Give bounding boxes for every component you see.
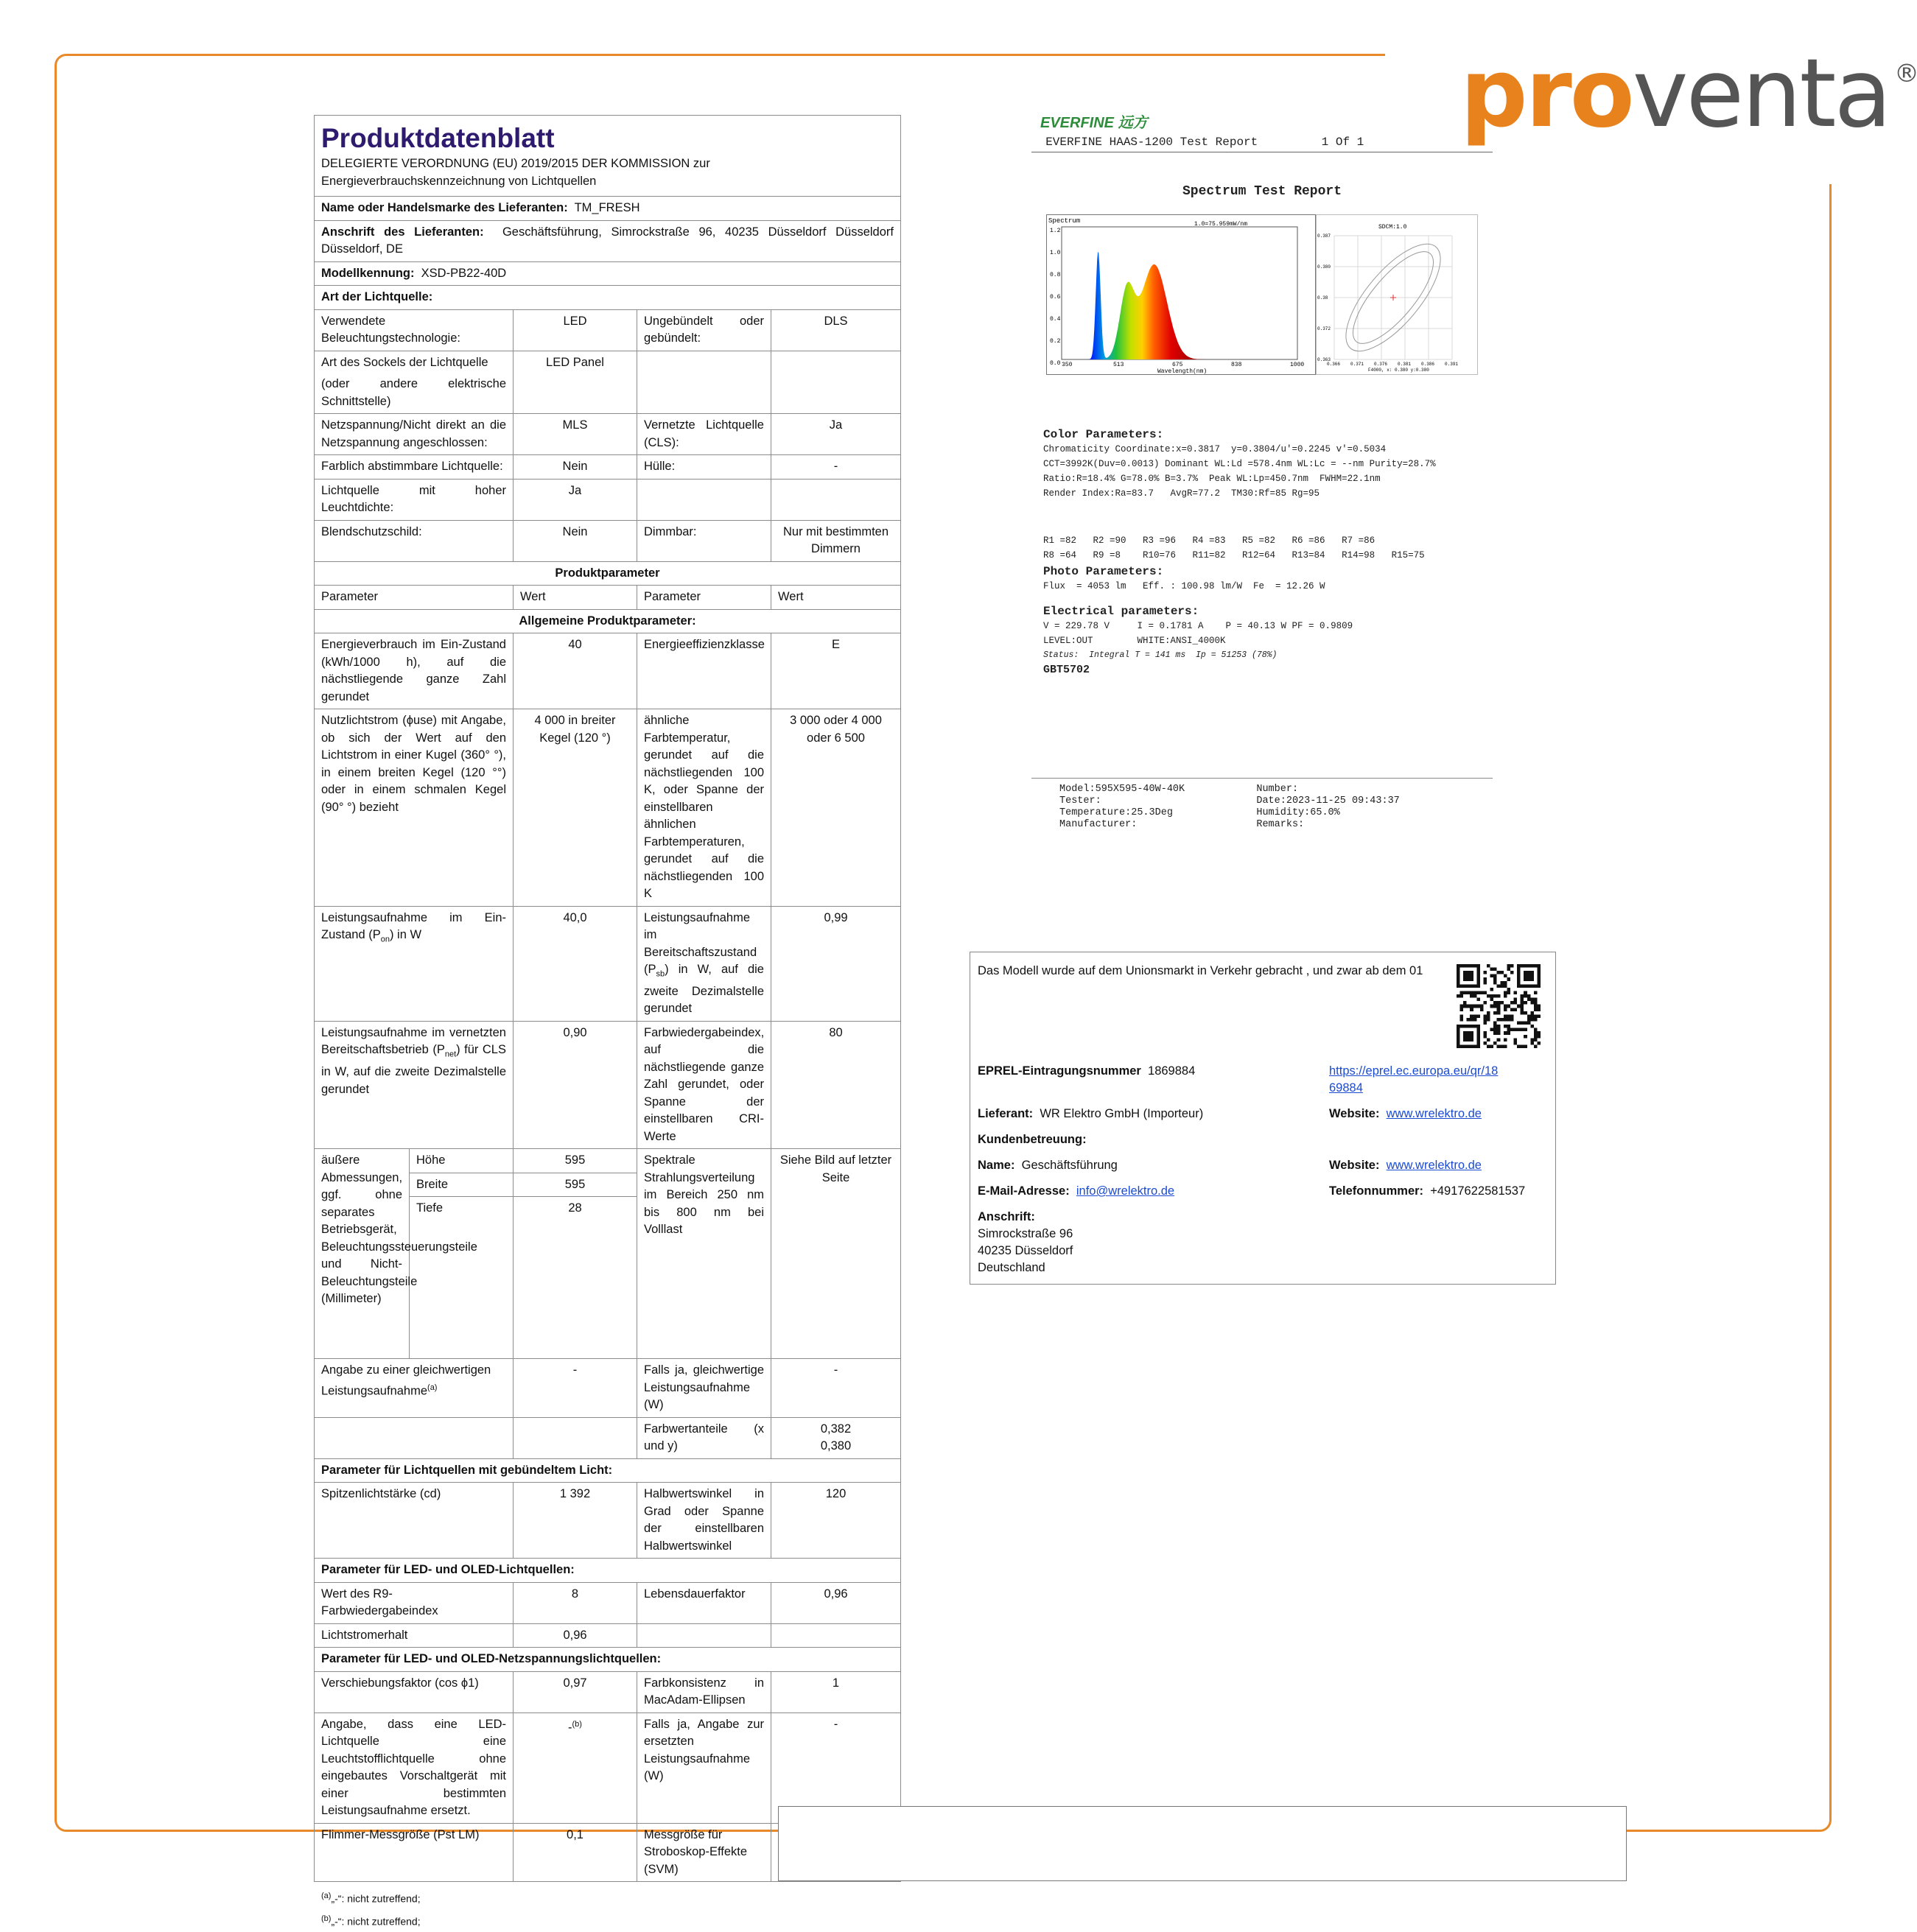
standard-label: GBT5702 [1043, 664, 1090, 676]
website-link[interactable]: www.wrelektro.de [1386, 1107, 1482, 1120]
cell-value: Ja [514, 479, 637, 520]
report-divider [1031, 778, 1493, 779]
website-info-2 [1329, 1157, 1482, 1174]
table-row [315, 1582, 901, 1623]
address-label: Anschrift: [978, 1210, 1035, 1223]
table-row [315, 709, 901, 907]
y-tick-label: 1.0 [1050, 250, 1061, 256]
website-label: Website: [1329, 1107, 1380, 1120]
text-part: Angabe zu einer gleichwertigen Leistungsaufnahme [321, 1363, 491, 1398]
cie-y-ticks [1317, 233, 1331, 362]
y-tick-label: 0.8 [1050, 272, 1061, 278]
cell-value: 4 000 in breiter Kegel (120 °) [514, 709, 637, 907]
table-row [315, 1483, 901, 1559]
table-row [315, 633, 901, 709]
cell-param: Spektrale Strahlungsverteilung im Bereich 250 nm bis 800 nm bei Volllast [637, 1149, 771, 1359]
y-tick-label: 0.0 [1050, 360, 1061, 367]
cell-param [315, 1021, 514, 1149]
dim-height-value: 595 [514, 1149, 637, 1173]
cell-param [637, 906, 771, 1021]
postal-address [978, 1209, 1073, 1276]
qr-code [1457, 964, 1541, 1048]
eprel-registration [978, 1063, 1195, 1080]
supplier-label: Name oder Handelsmarke des Lieferanten: [321, 201, 568, 214]
text-part: ) für CLS in W, auf die zweite Dezimalstelle gerundet [321, 1043, 506, 1096]
cie-y-tick-label: 0.363 [1317, 357, 1331, 362]
x-tick-label: 513 [1113, 362, 1124, 368]
email-link[interactable]: info@wrelektro.de [1076, 1184, 1175, 1198]
column-header: Wert [514, 586, 637, 610]
cell-param: Hülle: [637, 455, 771, 480]
cell-value: LED [514, 309, 637, 351]
cie-y-tick-label: 0.380 [1317, 264, 1331, 270]
cell-value [771, 1417, 901, 1458]
cie-x-tick-label: 0.371 [1350, 362, 1364, 367]
cie-x-tick-label: 0.391 [1445, 362, 1459, 367]
cell-param: Farbwertanteile (x und y) [637, 1417, 771, 1458]
text-part: Leistungsaufnahme im vernetzten Bereitschaftsbetrieb (P [321, 1025, 506, 1057]
spectrum-label: Spectrum [1048, 217, 1081, 225]
spectrum-svg [1047, 215, 1315, 374]
address-line: Deutschland [978, 1261, 1045, 1274]
cell-param: Verwendete Beleuchtungstechnologie: [315, 309, 514, 351]
y-tick-label: 0.6 [1050, 294, 1061, 301]
sdcm-label: SDCM:1.0 [1378, 224, 1407, 231]
proventa-logo [1460, 39, 1917, 149]
dimensions-label: äußere Abmessungen, ggf. ohne separates Betriebsgerät, Beleuchtungssteuerungsteile und Nicht-Beleuchtungsteile (Millimeter) [315, 1149, 410, 1359]
eprel-link[interactable] [1329, 1063, 1498, 1097]
status-line: Status: Integral T = 141 ms Ip = 51253 (78%) [1043, 650, 1278, 660]
cell-value: E [771, 633, 901, 709]
sheet-subtitle: DELEGIERTE VERORDNUNG (EU) 2019/2015 DER KOMMISSION zur Energieverbrauchskennzeichnung von Lichtquellen [321, 157, 710, 188]
dim-width-label: Breite [410, 1173, 514, 1197]
phone-label: Telefonnummer: [1329, 1184, 1424, 1198]
subscript: sb [656, 969, 665, 979]
x-tick-label: 350 [1062, 362, 1073, 368]
spectrum-xlabel: Wavelength(nm) [1157, 368, 1208, 375]
sheet-title: Produktdatenblatt [321, 123, 555, 153]
cell-param: ähnliche Farbtemperatur, gerundet auf die nächstliegenden 100 K, oder Spanne der einstellbaren ähnlichen Farbtemperaturen, gerundet auf die nächstliegenden 100 K [637, 709, 771, 907]
cell-param: Blendschutzschild: [315, 520, 514, 561]
cie-x-ticks [1327, 362, 1458, 367]
socket-note: (oder andere elektrische Schnittstelle) [321, 377, 506, 408]
name-label: Name: [978, 1159, 1015, 1172]
electrical-params-heading: Electrical parameters: [1043, 605, 1199, 618]
table-row [315, 906, 901, 1021]
cie-x-tick-label: 0.386 [1421, 362, 1435, 367]
name-value: Geschäftsführung [1021, 1159, 1118, 1172]
address-line: 40235 Düsseldorf [978, 1244, 1073, 1257]
y-tick-label: 0.4 [1050, 316, 1061, 323]
cell-param: Falls ja, gleichwertige Leistungsaufnahme (W) [637, 1359, 771, 1418]
eprel-link-part1[interactable]: https://eprel.ec.europa.eu/qr/18 [1329, 1064, 1499, 1078]
address-value: Geschäftsführung, Simrockstraße 96, 40235 Düsseldorf Düsseldorf Düsseldorf, DE [321, 225, 894, 256]
table-row [315, 1623, 901, 1648]
cell-param: Farblich abstimmbare Lichtquelle: [315, 455, 514, 480]
cell-value: 1 392 [514, 1483, 637, 1559]
model-value: XSD-PB22-40D [421, 266, 507, 280]
support-label: Kundenbetreuung: [978, 1133, 1087, 1146]
cell-param [315, 906, 514, 1021]
color-param-line: Chromaticity Coordinate:x=0.3817 y=0.3804/u'=0.2245 v'=0.5034 [1043, 444, 1387, 454]
color-param-line: Render Index:Ra=83.7 AvgR=77.2 TM30:Rf=85 Rg=95 [1043, 488, 1320, 499]
cell-value: 0,90 [514, 1021, 637, 1149]
cell-param: Wert des R9-Farbwiedergabeindex [315, 1582, 514, 1623]
cell-value: Nein [514, 520, 637, 561]
cie-x-tick-label: 0.381 [1398, 362, 1412, 367]
color-param-line: Ratio:R=18.4% G=78.0% B=3.7% Peak WL:Lp=450.7nm FWHM=22.1nm [1043, 474, 1381, 484]
x-tick-label: 675 [1172, 362, 1183, 368]
table-row [315, 1417, 901, 1458]
cell-param: Messgröße für Stroboskop-Effekte (SVM) [637, 1823, 771, 1882]
cell-param: Lichtquelle mit hoher Leuchtdichte: [315, 479, 514, 520]
data-sheet-table [314, 115, 901, 1882]
logo-pro: pro [1460, 39, 1633, 149]
cell-empty [771, 479, 901, 520]
cell-value: DLS [771, 309, 901, 351]
cell-value: Ja [771, 414, 901, 455]
cell-value: 40,0 [514, 906, 637, 1021]
footnote-text: „-“: nicht zutreffend; [331, 1915, 421, 1928]
cell-param: Nutzlichtstrom (ϕuse) mit Angabe, ob sich der Wert auf den Lichtstrom in einer Kugel (360° °), in einem breiten Kegel (120 °°) oder in einem schmalen Kegel (90° °) bezieht [315, 709, 514, 907]
dim-depth-label: Tiefe [410, 1197, 514, 1220]
footnote-ref: (a) [427, 1383, 438, 1392]
table-row [315, 414, 901, 455]
cell-param: Halbwertswinkel in Grad oder Spanne der einstellbaren Halbwertswinkel [637, 1483, 771, 1559]
report-header: EVERFINE HAAS-1200 Test Report 1 Of 1 [1031, 136, 1493, 152]
phone-info [1329, 1183, 1525, 1200]
supplier-value: TM_FRESH [574, 201, 640, 214]
render-index-line: R1 =82 R2 =90 R3 =96 R4 =83 R5 =82 R6 =86 R7 =86 [1043, 535, 1375, 546]
table-row [315, 455, 901, 480]
email-label: E-Mail-Adresse: [978, 1184, 1070, 1198]
cell-param: Falls ja, Angabe zur ersetzten Leistungsaufnahme (W) [637, 1713, 771, 1823]
product-data-sheet [314, 115, 900, 1932]
socket-label: Art des Sockels der Lichtquelle [321, 355, 488, 369]
cell-param: Angabe, dass eine LED-Lichtquelle eine Leuchtstofflichtquelle ohne eingebautes Vorschaltgerät mit einer bestimmten Leistungsaufnahme ersetzt. [315, 1713, 514, 1823]
cell-value: 0,99 [771, 906, 901, 1021]
cell-empty [771, 1623, 901, 1648]
cell-empty [514, 1220, 637, 1359]
dim-height-label: Höhe [410, 1149, 514, 1173]
cie-chart [1316, 214, 1478, 375]
phone-value: +4917622581537 [1430, 1184, 1526, 1198]
cell-value: 80 [771, 1021, 901, 1149]
support-heading [978, 1131, 1087, 1148]
cell-empty [315, 1417, 514, 1458]
text-part: ) in W [389, 928, 422, 941]
model-row [315, 261, 901, 286]
website-label: Website: [1329, 1159, 1380, 1172]
text-part: Leistungsaufnahme im Bereitschaftszustand (P [644, 910, 757, 976]
cell-value: 0,97 [514, 1671, 637, 1713]
subscript: net [444, 1050, 457, 1059]
cell-value: 120 [771, 1483, 901, 1559]
x-tick-label: 1000 [1290, 362, 1305, 368]
cell-param [315, 351, 514, 414]
email-info [978, 1183, 1174, 1200]
section-led-mains: Parameter für LED- und OLED-Netzspannungslichtquellen: [315, 1648, 901, 1672]
cell-value: - [771, 1359, 901, 1418]
text-part: Leistungsaufnahme im Ein-Zustand (P [321, 910, 506, 941]
contact-name [978, 1157, 1118, 1174]
cie-x-tick-label: 0.376 [1374, 362, 1388, 367]
cell-empty [514, 1417, 637, 1458]
cell-value: 0,96 [771, 1582, 901, 1623]
y-tick-label: 1.2 [1050, 228, 1061, 234]
everfine-logo: EVERFINE 远方 [1040, 115, 1148, 131]
cell-value: 1 [771, 1671, 901, 1713]
table-row [315, 520, 901, 561]
electrical-param-line: LEVEL:OUT WHITE:ANSI_4000K [1043, 636, 1226, 646]
column-header: Parameter [637, 586, 771, 610]
cell-empty [637, 351, 771, 414]
render-index-line: R8 =64 R9 =8 R10=76 R11=82 R12=64 R13=84 R14=98 R15=75 [1043, 550, 1425, 561]
cell-param: Farbkonsistenz in MacAdam-Ellipsen [637, 1671, 771, 1713]
cell-value: - [514, 1359, 637, 1418]
x-tick-label: 838 [1231, 362, 1242, 368]
cell-value: Nein [514, 455, 637, 480]
photo-param-line: Flux = 4053 lm Eff. : 100.98 lm/W Fe = 12.26 W [1043, 581, 1325, 591]
cell-empty [771, 351, 901, 414]
cell-param: Lichtstromerhalt [315, 1623, 514, 1648]
website-link[interactable]: www.wrelektro.de [1386, 1159, 1482, 1172]
qr-code-image [1457, 964, 1541, 1048]
cie-svg [1317, 215, 1477, 374]
x-ticks [1062, 362, 1304, 368]
address-line: Simrockstraße 96 [978, 1227, 1073, 1240]
cell-value: MLS [514, 414, 637, 455]
model-label: Modellkennung: [321, 266, 415, 280]
footnote-b [321, 1909, 900, 1932]
text-part: ) in W, auf die zweite Dezimalstelle gerundet [644, 963, 764, 1016]
eprel-link-part2[interactable]: 69884 [1329, 1081, 1363, 1095]
address-label: Anschrift des Lieferanten: [321, 225, 484, 239]
dim-width-value: 595 [514, 1173, 637, 1197]
cell-param: Netzspannung/Nicht direkt an die Netzspannung angeschlossen: [315, 414, 514, 455]
footnote-marker: (a) [321, 1891, 332, 1901]
cell-param: Energieverbrauch im Ein-Zustand (kWh/1000 h), auf die nächstliegende ganze Zahl gerundet [315, 633, 514, 709]
eprel-reg-label: EPREL-Eintragungsnummer [978, 1064, 1141, 1078]
color-param-line: CCT=3992K(Duv=0.0013) Dominant WL:Ld =578.4nm WL:Lc = --nm Purity=28.7% [1043, 459, 1436, 469]
cell-param: Lebensdauerfaktor [637, 1582, 771, 1623]
supplier-value: WR Elektro GmbH (Importeur) [1040, 1107, 1204, 1120]
column-header: Parameter [315, 586, 514, 610]
cell-value [514, 1713, 637, 1823]
section-led: Parameter für LED- und OLED-Lichtquellen: [315, 1559, 901, 1583]
cell-value: - [771, 455, 901, 480]
cell-value: 3 000 oder 4 000 oder 6 500 [771, 709, 901, 907]
cie-footnote: F4000, x: 0.380 y:0.380 [1368, 368, 1429, 373]
spectrum-curve [1073, 252, 1218, 359]
header-row [315, 586, 901, 610]
cell-empty [637, 479, 771, 520]
cell-value: Nur mit bestimmten Dimmern [771, 520, 901, 561]
table-row [315, 479, 901, 520]
electrical-param-line: V = 229.78 V I = 0.1781 A P = 40.13 W PF = 0.9809 [1043, 621, 1353, 631]
report-parameters [1043, 412, 1493, 707]
cie-y-tick-label: 0.38 [1317, 295, 1328, 301]
column-header: Wert [771, 586, 901, 610]
color-params-heading: Color Parameters: [1043, 428, 1164, 441]
eprel-reg-value: 1869884 [1148, 1064, 1196, 1078]
footnote-marker: (b) [321, 1914, 332, 1923]
cell-param: Farbwiedergabeindex, auf die nächstliegende ganze Zahl gerundet, oder Spanne der einstellbaren CRI-Werte [637, 1021, 771, 1149]
section-product-params: Produktparameter [315, 561, 901, 586]
supplier-label: Lieferant: [978, 1107, 1034, 1120]
cell-param [315, 1359, 514, 1418]
y-ticks [1050, 228, 1061, 367]
chroma-x: 0,382 [820, 1422, 852, 1436]
spectrum-peak: 1.0=75.959mW/nm [1194, 221, 1248, 228]
report-title: Spectrum Test Report [1182, 184, 1342, 199]
cie-y-tick-label: 0.387 [1317, 233, 1331, 239]
cell-value: 0,1 [514, 1823, 637, 1882]
photo-params-heading: Photo Parameters: [1043, 565, 1164, 578]
cell-value: 0,96 [514, 1623, 637, 1648]
cell-value: Siehe Bild auf letzter Seite [771, 1149, 901, 1359]
table-row [315, 351, 901, 414]
cell-empty [637, 1623, 771, 1648]
registered-mark: ® [1893, 59, 1917, 88]
report-meta: Model:595X595-40W-40K Number: Tester: Date:2023-11-25 09:43:37 Temperature:25.3Deg Humidity:65.0% Manufacturer: Remarks: [1059, 784, 1400, 830]
table-row [315, 1021, 901, 1149]
cell-value: 8 [514, 1582, 637, 1623]
chroma-y: 0,380 [820, 1439, 852, 1453]
market-intro: Das Modell wurde auf dem Unionsmarkt in Verkehr gebracht , und zwar ab dem 01 [978, 964, 1423, 977]
table-row [315, 1671, 901, 1713]
supplier-row [315, 197, 901, 221]
cie-y-tick-label: 0.372 [1317, 326, 1331, 331]
cell-param: Dimmbar: [637, 520, 771, 561]
empty-bottom-box [778, 1806, 1627, 1881]
text-part: - [568, 1721, 572, 1735]
cell-param: Ungebündelt oder gebündelt: [637, 309, 771, 351]
website-info [1329, 1106, 1482, 1123]
spectrum-chart [1046, 214, 1316, 375]
footnote-a [321, 1886, 900, 1909]
dim-depth-value: 28 [514, 1197, 637, 1220]
cell-param: Vernetzte Lichtquelle (CLS): [637, 414, 771, 455]
cie-x-tick-label: 0.366 [1327, 362, 1341, 367]
table-row [315, 1149, 901, 1173]
section-bundled: Parameter für Lichtquellen mit gebündeltem Licht: [315, 1458, 901, 1483]
cell-param: Spitzenlichtstärke (cd) [315, 1483, 514, 1559]
supplier-info [978, 1106, 1203, 1123]
table-row [315, 1359, 901, 1418]
subscript: on [380, 935, 390, 944]
type-heading: Art der Lichtquelle: [315, 286, 901, 310]
cell-param: Verschiebungsfaktor (cos ϕ1) [315, 1671, 514, 1713]
section-general: Allgemeine Produktparameter: [315, 609, 901, 633]
cell-param: Energieeffizienzklasse [637, 633, 771, 709]
cell-value: - [771, 1713, 901, 1823]
logo-venta: venta [1632, 39, 1890, 149]
cell-value: 40 [514, 633, 637, 709]
y-tick-label: 0.2 [1050, 338, 1061, 345]
measured-point [1390, 295, 1396, 301]
cell-value: LED Panel [514, 351, 637, 414]
address-row [315, 220, 901, 261]
cell-param: Flimmer-Messgröße (Pst LM) [315, 1823, 514, 1882]
footnotes [314, 1886, 900, 1931]
footnote-text: „-“: nicht zutreffend; [331, 1892, 421, 1905]
table-row [315, 309, 901, 351]
footnote-ref: (b) [572, 1719, 582, 1729]
eprel-info-box [970, 952, 1556, 1285]
